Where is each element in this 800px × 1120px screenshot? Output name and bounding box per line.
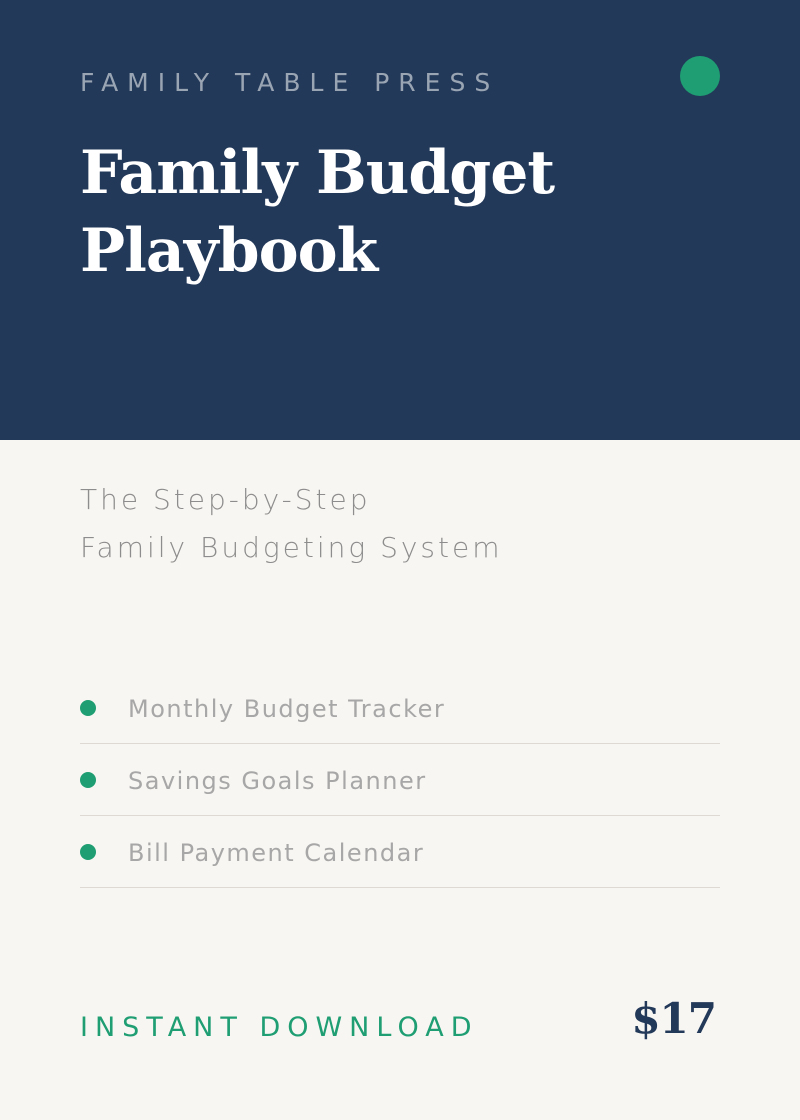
subtitle-line-1: The Step-by-Step (80, 483, 371, 516)
instant-download-link[interactable]: INSTANT DOWNLOAD (80, 1012, 479, 1043)
price-label: $17 (631, 994, 716, 1043)
subtitle-line-2: Family Budgeting System (80, 531, 503, 564)
feature-label: Monthly Budget Tracker (128, 695, 446, 723)
feature-list (80, 672, 720, 888)
subtitle (80, 476, 503, 572)
title-line-2: Playbook (80, 216, 378, 286)
bullet-dot-icon (80, 844, 96, 860)
feature-label: Bill Payment Calendar (128, 839, 425, 867)
list-item (80, 672, 720, 744)
bullet-dot-icon (80, 772, 96, 788)
green-dot-icon (680, 56, 720, 96)
header-panel (0, 0, 800, 440)
page-title (80, 134, 640, 290)
bullet-dot-icon (80, 700, 96, 716)
list-item (80, 744, 720, 816)
list-item (80, 816, 720, 888)
feature-label: Savings Goals Planner (128, 767, 427, 795)
title-line-1: Family Budget (80, 138, 555, 208)
publisher-name: FAMILY TABLE PRESS (80, 68, 500, 97)
